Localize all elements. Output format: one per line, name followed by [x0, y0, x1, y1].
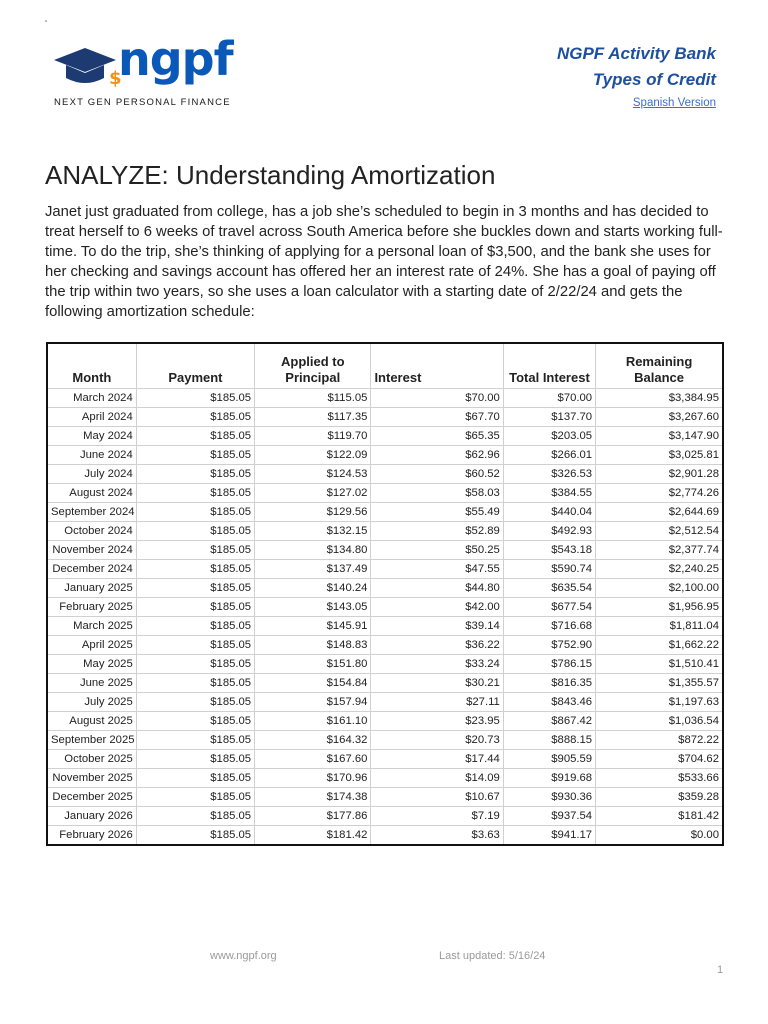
cell-principal: $119.70	[255, 426, 371, 445]
cell-payment: $185.05	[136, 749, 254, 768]
cell-total-interest: $384.55	[503, 483, 595, 502]
cell-month: January 2025	[48, 578, 136, 597]
cell-total-interest: $716.68	[503, 616, 595, 635]
cell-principal: $161.10	[255, 711, 371, 730]
cell-interest: $50.25	[371, 540, 503, 559]
cell-principal: $177.86	[255, 806, 371, 825]
cell-month: October 2025	[48, 749, 136, 768]
cell-interest: $44.80	[371, 578, 503, 597]
cell-interest: $3.63	[371, 825, 503, 844]
table-row	[48, 540, 722, 559]
cell-month: October 2024	[48, 521, 136, 540]
cell-month: June 2024	[48, 445, 136, 464]
cell-payment: $185.05	[136, 787, 254, 806]
cell-principal: $117.35	[255, 407, 371, 426]
cell-remaining-balance: $2,100.00	[596, 578, 722, 597]
header-principal: Applied to Principal	[255, 344, 371, 388]
cell-month: May 2025	[48, 654, 136, 673]
cell-principal: $154.84	[255, 673, 371, 692]
cell-payment: $185.05	[136, 768, 254, 787]
cell-month: January 2026	[48, 806, 136, 825]
cell-payment: $185.05	[136, 578, 254, 597]
table-row	[48, 559, 722, 578]
cell-payment: $185.05	[136, 673, 254, 692]
cell-total-interest: $867.42	[503, 711, 595, 730]
cell-payment: $185.05	[136, 521, 254, 540]
cell-remaining-balance: $3,384.95	[596, 388, 722, 407]
cell-interest: $62.96	[371, 445, 503, 464]
header-interest: Interest	[371, 344, 503, 388]
header-payment: Payment	[136, 344, 254, 388]
table-row	[48, 426, 722, 445]
table-row	[48, 768, 722, 787]
table-row	[48, 445, 722, 464]
cell-payment: $185.05	[136, 483, 254, 502]
cell-total-interest: $137.70	[503, 407, 595, 426]
cell-principal: $132.15	[255, 521, 371, 540]
cell-principal: $167.60	[255, 749, 371, 768]
cell-payment: $185.05	[136, 597, 254, 616]
cell-principal: $148.83	[255, 635, 371, 654]
cell-remaining-balance: $2,774.26	[596, 483, 722, 502]
table-row	[48, 578, 722, 597]
table-row	[48, 787, 722, 806]
cell-remaining-balance: $533.66	[596, 768, 722, 787]
cell-remaining-balance: $1,036.54	[596, 711, 722, 730]
cell-payment: $185.05	[136, 559, 254, 578]
unit-title: Types of Credit	[592, 70, 716, 89]
cell-remaining-balance: $3,147.90	[596, 426, 722, 445]
cell-principal: $137.49	[255, 559, 371, 578]
ngpf-logo[interactable]	[54, 32, 254, 112]
cell-total-interest: $752.90	[503, 635, 595, 654]
cell-principal: $134.80	[255, 540, 371, 559]
cell-remaining-balance: $704.62	[596, 749, 722, 768]
cell-payment: $185.05	[136, 388, 254, 407]
cell-payment: $185.05	[136, 635, 254, 654]
cell-interest: $36.22	[371, 635, 503, 654]
cell-principal: $181.42	[255, 825, 371, 844]
cell-payment: $185.05	[136, 654, 254, 673]
cell-remaining-balance: $1,956.95	[596, 597, 722, 616]
graduation-cap-icon	[54, 46, 122, 92]
cell-payment: $185.05	[136, 407, 254, 426]
page-number: 1	[717, 964, 724, 976]
table-row	[48, 597, 722, 616]
cell-principal: $140.24	[255, 578, 371, 597]
cell-total-interest: $941.17	[503, 825, 595, 844]
table-row	[48, 407, 722, 426]
cell-interest: $42.00	[371, 597, 503, 616]
page-title: ANALYZE: Understanding Amortization	[45, 160, 496, 190]
table-row	[48, 825, 722, 844]
table-row	[48, 654, 722, 673]
cell-interest: $30.21	[371, 673, 503, 692]
cell-remaining-balance: $3,267.60	[596, 407, 722, 426]
cell-total-interest: $203.05	[503, 426, 595, 445]
cell-total-interest: $677.54	[503, 597, 595, 616]
table-row	[48, 730, 722, 749]
cell-remaining-balance: $2,512.54	[596, 521, 722, 540]
cell-total-interest: $843.46	[503, 692, 595, 711]
cell-interest: $33.24	[371, 654, 503, 673]
cell-interest: $58.03	[371, 483, 503, 502]
cell-total-interest: $440.04	[503, 502, 595, 521]
cell-month: September 2025	[48, 730, 136, 749]
activity-bank-title: NGPF Activity Bank	[556, 44, 716, 63]
table-row	[48, 483, 722, 502]
table-row	[48, 711, 722, 730]
cell-total-interest: $888.15	[503, 730, 595, 749]
cell-month: August 2024	[48, 483, 136, 502]
cell-payment: $185.05	[136, 730, 254, 749]
cell-month: December 2024	[48, 559, 136, 578]
header-right	[557, 41, 716, 111]
table-row	[48, 616, 722, 635]
table-row	[48, 502, 722, 521]
header-remaining-balance: Remaining Balance	[596, 344, 722, 388]
cell-remaining-balance: $2,644.69	[596, 502, 722, 521]
cell-total-interest: $816.35	[503, 673, 595, 692]
cell-month: May 2024	[48, 426, 136, 445]
cell-month: August 2025	[48, 711, 136, 730]
cell-interest: $55.49	[371, 502, 503, 521]
table-row	[48, 749, 722, 768]
cell-interest: $60.52	[371, 464, 503, 483]
cell-interest: $67.70	[371, 407, 503, 426]
cell-remaining-balance: $1,197.63	[596, 692, 722, 711]
cell-month: March 2025	[48, 616, 136, 635]
cell-interest: $10.67	[371, 787, 503, 806]
cell-total-interest: $266.01	[503, 445, 595, 464]
cell-interest: $39.14	[371, 616, 503, 635]
table-row	[48, 635, 722, 654]
cell-total-interest: $937.54	[503, 806, 595, 825]
cell-interest: $27.11	[371, 692, 503, 711]
cell-total-interest: $543.18	[503, 540, 595, 559]
table-body	[48, 388, 722, 844]
cell-month: September 2024	[48, 502, 136, 521]
cell-principal: $174.38	[255, 787, 371, 806]
cell-principal: $145.91	[255, 616, 371, 635]
cell-month: April 2025	[48, 635, 136, 654]
cell-remaining-balance: $1,811.04	[596, 616, 722, 635]
table-row	[48, 521, 722, 540]
cell-month: March 2024	[48, 388, 136, 407]
cell-remaining-balance: $2,240.25	[596, 559, 722, 578]
cell-interest: $20.73	[371, 730, 503, 749]
cell-interest: $7.19	[371, 806, 503, 825]
cell-principal: $124.53	[255, 464, 371, 483]
table-row	[48, 673, 722, 692]
cell-interest: $52.89	[371, 521, 503, 540]
cell-interest: $17.44	[371, 749, 503, 768]
cell-month: December 2025	[48, 787, 136, 806]
cell-remaining-balance: $2,901.28	[596, 464, 722, 483]
cell-remaining-balance: $1,510.41	[596, 654, 722, 673]
cell-month: July 2024	[48, 464, 136, 483]
cell-payment: $185.05	[136, 616, 254, 635]
cell-principal: $157.94	[255, 692, 371, 711]
cell-payment: $185.05	[136, 426, 254, 445]
cell-total-interest: $905.59	[503, 749, 595, 768]
cell-remaining-balance: $872.22	[596, 730, 722, 749]
cell-remaining-balance: $2,377.74	[596, 540, 722, 559]
cell-month: April 2024	[48, 407, 136, 426]
amortization-table	[48, 344, 722, 844]
cell-principal: $115.05	[255, 388, 371, 407]
cell-principal: $170.96	[255, 768, 371, 787]
table-row	[48, 806, 722, 825]
intro-paragraph: Janet just graduated from college, has a job she’s scheduled to begin in 3 months and has decided to treat herself to 6 weeks of travel across South America before she buckles down and starts working full-time. To do the trip, she’s thinking of applying for a personal loan of $3,500, and the bank she uses for her checking and savings account has offered her an interest rate of 24%. She has a goal of paying off the trip within two years, so she uses a loan calculator with a starting date of 2/22/24 and gets the following amortization schedule:	[45, 204, 723, 320]
cell-remaining-balance: $3,025.81	[596, 445, 722, 464]
footer-website: www.ngpf.org	[210, 950, 277, 962]
cell-month: February 2025	[48, 597, 136, 616]
cell-principal: $164.32	[255, 730, 371, 749]
table-row	[48, 464, 722, 483]
svg-text:$: $	[109, 68, 122, 89]
cell-principal: $122.09	[255, 445, 371, 464]
cell-total-interest: $919.68	[503, 768, 595, 787]
cell-total-interest: $786.15	[503, 654, 595, 673]
cell-principal: $127.02	[255, 483, 371, 502]
logo-wordmark: ngpf	[118, 32, 233, 86]
cell-principal: $143.05	[255, 597, 371, 616]
cell-payment: $185.05	[136, 464, 254, 483]
cell-principal: $129.56	[255, 502, 371, 521]
cell-principal: $151.80	[255, 654, 371, 673]
cell-remaining-balance: $181.42	[596, 806, 722, 825]
page-speck	[45, 20, 47, 22]
cell-payment: $185.05	[136, 692, 254, 711]
cell-remaining-balance: $1,355.57	[596, 673, 722, 692]
cell-payment: $185.05	[136, 806, 254, 825]
cell-payment: $185.05	[136, 540, 254, 559]
table-row	[48, 692, 722, 711]
cell-remaining-balance: $359.28	[596, 787, 722, 806]
cell-payment: $185.05	[136, 502, 254, 521]
footer-last-updated: Last updated: 5/16/24	[439, 950, 546, 962]
table-row	[48, 388, 722, 407]
cell-total-interest: $326.53	[503, 464, 595, 483]
cell-remaining-balance: $0.00	[690, 828, 719, 841]
cell-total-interest: $590.74	[503, 559, 595, 578]
cell-month: February 2026	[48, 825, 136, 844]
cell-total-interest: $70.00	[503, 388, 595, 407]
cell-interest: $47.55	[371, 559, 503, 578]
amortization-table-container	[46, 342, 724, 846]
cell-interest: $23.95	[371, 711, 503, 730]
cell-total-interest: $930.36	[503, 787, 595, 806]
cell-month: June 2025	[48, 673, 136, 692]
cell-payment: $185.05	[136, 445, 254, 464]
cell-payment: $185.05	[136, 825, 254, 844]
cell-interest: $70.00	[371, 388, 503, 407]
cell-month: July 2025	[48, 692, 136, 711]
logo-tagline: NEXT GEN PERSONAL FINANCE	[54, 97, 231, 108]
cell-interest: $14.09	[371, 768, 503, 787]
cell-interest: $65.35	[371, 426, 503, 445]
header-total-interest: Total Interest	[503, 344, 595, 388]
cell-payment: $185.05	[136, 711, 254, 730]
table-header-row	[48, 344, 722, 388]
cell-month: November 2025	[48, 768, 136, 787]
cell-remaining-balance: $1,662.22	[596, 635, 722, 654]
header-month: Month	[48, 344, 136, 388]
cell-month: November 2024	[48, 540, 136, 559]
cell-total-interest: $492.93	[503, 521, 595, 540]
spanish-version-link[interactable]: Spanish Version	[632, 97, 716, 109]
cell-total-interest: $635.54	[503, 578, 595, 597]
